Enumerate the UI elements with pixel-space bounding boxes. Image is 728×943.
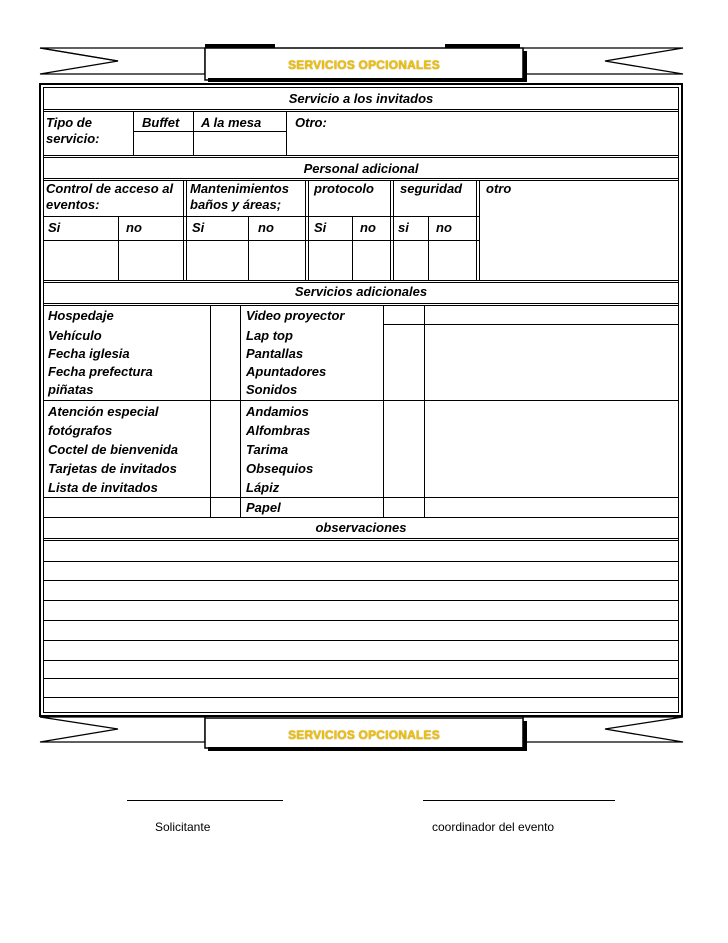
personal-header: Personal adicional [303, 161, 419, 176]
item-alfombras: Alfombras [246, 423, 311, 438]
observations-header: observaciones [315, 520, 407, 535]
top-banner-title: SERVICIOS OPCIONALES [288, 58, 440, 72]
coordinador-label: coordinador del evento [432, 820, 555, 834]
seguridad-si-label: si [398, 220, 409, 235]
bottom-banner-title: SERVICIOS OPCIONALES [288, 728, 440, 742]
item-hospedaje: Hospedaje [48, 308, 114, 323]
solicitante-signature-line[interactable] [127, 800, 283, 801]
protocolo-no-label: no [360, 220, 376, 235]
access-no-box[interactable] [119, 242, 182, 279]
left-items-check-column[interactable] [211, 306, 239, 496]
protocolo-si-label: Si [314, 220, 327, 235]
item-obsequios: Obsequios [246, 461, 314, 476]
seguridad-no-label: no [436, 220, 452, 235]
access-no-label: no [126, 220, 142, 235]
otro-personal-label: otro [486, 181, 512, 196]
item-sonidos: Sonidos [246, 382, 298, 397]
otro-label: Otro: [295, 115, 327, 130]
item-lap-top: Lap top [246, 328, 293, 343]
maint-si-box[interactable] [188, 242, 247, 279]
item-andamios: Andamios [246, 404, 309, 419]
seguridad-si-box[interactable] [395, 242, 427, 279]
a-la-mesa-label: A la mesa [201, 115, 262, 130]
access-si-label: Si [48, 220, 61, 235]
buffet-checkbox[interactable] [135, 133, 192, 153]
access-control-label: Control de acceso al eventos: [46, 181, 174, 212]
item-papel: Papel [246, 500, 281, 515]
item-tarjetas: Tarjetas de invitados [48, 461, 177, 476]
maintenance-label: Mantenimientos baños y áreas; [190, 181, 289, 212]
item-coctel: Coctel de bienvenida [48, 442, 179, 457]
service-type-label: Tipo de servicio: [46, 115, 100, 146]
otro-personal-box[interactable] [481, 200, 677, 279]
item-apuntadores: Apuntadores [246, 364, 327, 379]
maint-si-label: Si [192, 220, 205, 235]
seguridad-no-box[interactable] [429, 242, 475, 279]
item-fecha-prefectura: Fecha prefectura [48, 364, 153, 379]
item-tarima: Tarima [246, 442, 289, 457]
coordinador-signature-line[interactable] [423, 800, 615, 801]
item-fotografos: fotógrafos [48, 423, 113, 438]
item-lista-invitados: Lista de invitados [48, 480, 158, 495]
protocolo-label: protocolo [314, 181, 374, 196]
seguridad-label: seguridad [400, 181, 463, 196]
additional-header: Servicios adicionales [294, 284, 428, 299]
item-lapiz: Lápiz [246, 480, 280, 495]
guest-service-header: Servicio a los invitados [288, 91, 434, 106]
item-atencion-especial: Atención especial [48, 404, 159, 419]
item-vehiculo: Vehículo [48, 328, 102, 343]
protocolo-si-box[interactable] [310, 242, 351, 279]
solicitante-label: Solicitante [155, 820, 211, 834]
item-pinatas: piñatas [48, 382, 94, 397]
video-proyector-check[interactable] [384, 306, 423, 323]
otro-field[interactable] [288, 131, 677, 153]
buffet-label: Buffet [142, 115, 180, 130]
item-video-proyector: Video proyector [246, 308, 345, 323]
item-fecha-iglesia: Fecha iglesia [48, 346, 130, 361]
video-proyector-notes[interactable] [425, 306, 678, 323]
observations-area[interactable] [44, 541, 678, 711]
maint-no-label: no [258, 220, 274, 235]
item-pantallas: Pantallas [246, 346, 304, 361]
a-la-mesa-checkbox[interactable] [195, 133, 285, 153]
maint-no-box[interactable] [249, 242, 304, 279]
access-si-box[interactable] [44, 242, 117, 279]
protocolo-no-box[interactable] [353, 242, 389, 279]
